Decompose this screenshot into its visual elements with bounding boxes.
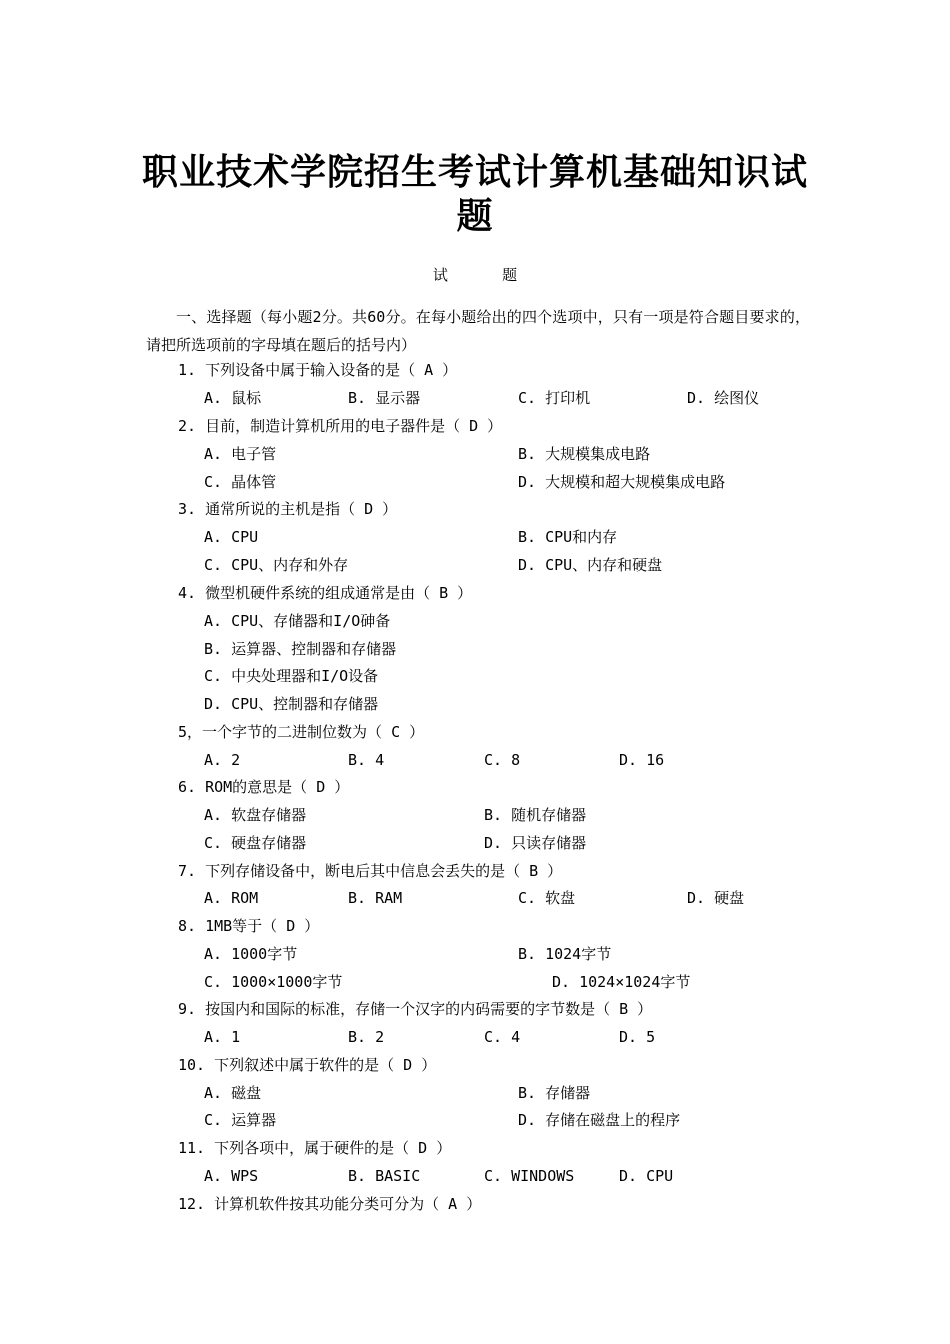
question-5-option-b: B. 4 — [348, 751, 385, 769]
question-1-stem: 1. 下列设备中属于输入设备的是（ A ） — [178, 361, 458, 379]
question-3-option-a: A. CPU — [204, 528, 259, 546]
question-4-option-a: A. CPU、存储器和I/O砷备 — [204, 612, 391, 630]
question-11-option-c: C. WINDOWS — [484, 1167, 575, 1185]
question-10-option-c: C. 运算器 — [204, 1111, 277, 1129]
question-6-option-d: D. 只读存储器 — [484, 834, 587, 852]
question-1-option-c: C. 打印机 — [518, 389, 591, 407]
question-4-option-b: B. 运算器、控制器和存储器 — [204, 640, 397, 658]
question-7-stem: 7. 下列存储设备中，断电后其中信息会丢失的是（ B ） — [178, 862, 563, 880]
question-10-stem: 10. 下列叙述中属于软件的是（ D ） — [178, 1056, 437, 1074]
question-8-stem: 8. 1MB等于（ D ） — [178, 917, 320, 935]
question-7-option-b: B. RAM — [348, 889, 403, 907]
question-4-stem: 4. 微型机硬件系统的组成通常是由（ B ） — [178, 584, 473, 602]
question-9-option-a: A. 1 — [204, 1028, 241, 1046]
question-9-option-b: B. 2 — [348, 1028, 385, 1046]
question-3-option-b: B. CPU和内存 — [518, 528, 618, 546]
question-9-option-d: D. 5 — [619, 1028, 656, 1046]
question-11-option-d: D. CPU — [619, 1167, 674, 1185]
question-3-option-c: C. CPU、内存和外存 — [204, 556, 349, 574]
question-8-option-b: B. 1024字节 — [518, 945, 612, 963]
question-11-stem: 11. 下列各项中，属于硬件的是（ D ） — [178, 1139, 452, 1157]
question-6-stem: 6. ROM的意思是（ D ） — [178, 778, 350, 796]
question-10-option-b: B. 存储器 — [518, 1084, 591, 1102]
question-1-option-d: D. 绘图仪 — [687, 389, 760, 407]
question-4-option-d: D. CPU、控制器和存储器 — [204, 695, 379, 713]
question-9-stem: 9. 按国内和国际的标准，存储一个汉字的内码需要的字节数是（ B ） — [178, 1000, 653, 1018]
question-7-option-a: A. ROM — [204, 889, 259, 907]
question-4-option-c: C. 中央处理器和I/O设备 — [204, 667, 379, 685]
question-2-option-a: A. 电子管 — [204, 445, 277, 463]
section-subtitle: 试 题 — [432, 266, 518, 284]
question-5-option-c: C. 8 — [484, 751, 521, 769]
question-2-stem: 2. 目前，制造计算机所用的电子器件是（ D ） — [178, 417, 503, 435]
question-8-option-c: C. 1000×1000字节 — [204, 973, 343, 991]
question-3-option-d: D. CPU、内存和硬盘 — [518, 556, 663, 574]
document-title: 职业技术学院招生考试计算机基础知识试题 — [141, 151, 808, 237]
question-1-option-a: A. 鼠标 — [204, 389, 262, 407]
question-8-option-a: A. 1000字节 — [204, 945, 298, 963]
question-6-option-b: B. 随机存储器 — [484, 806, 587, 824]
question-9-option-c: C. 4 — [484, 1028, 521, 1046]
question-2-option-b: B. 大规模集成电路 — [518, 445, 651, 463]
question-5-option-a: A. 2 — [204, 751, 241, 769]
question-11-option-a: A. WPS — [204, 1167, 259, 1185]
question-5-stem: 5，一个字节的二进制位数为（ C ） — [178, 723, 425, 741]
question-1-option-b: B. 显示器 — [348, 389, 421, 407]
question-6-option-c: C. 硬盘存储器 — [204, 834, 307, 852]
question-12-stem: 12. 计算机软件按其功能分类可分为（ A ） — [178, 1195, 482, 1213]
question-7-option-d: D. 硬盘 — [687, 889, 745, 907]
question-5-option-d: D. 16 — [619, 751, 665, 769]
question-10-option-a: A. 磁盘 — [204, 1084, 262, 1102]
section-instructions: 一、选择题（每小题2分。共60分。在每小题给出的四个选项中，只有一项是符合题目要求的，请把所选项前的字母填在题后的括号内） — [146, 308, 810, 354]
question-11-option-b: B. BASIC — [348, 1167, 421, 1185]
question-3-stem: 3. 通常所说的主机是指（ D ） — [178, 500, 398, 518]
question-2-option-d: D. 大规模和超大规模集成电路 — [518, 473, 726, 491]
question-7-option-c: C. 软盘 — [518, 889, 576, 907]
question-2-option-c: C. 晶体管 — [204, 473, 277, 491]
question-8-option-d: D. 1024×1024字节 — [552, 973, 691, 991]
question-10-option-d: D. 存储在磁盘上的程序 — [518, 1111, 681, 1129]
question-6-option-a: A. 软盘存储器 — [204, 806, 307, 824]
